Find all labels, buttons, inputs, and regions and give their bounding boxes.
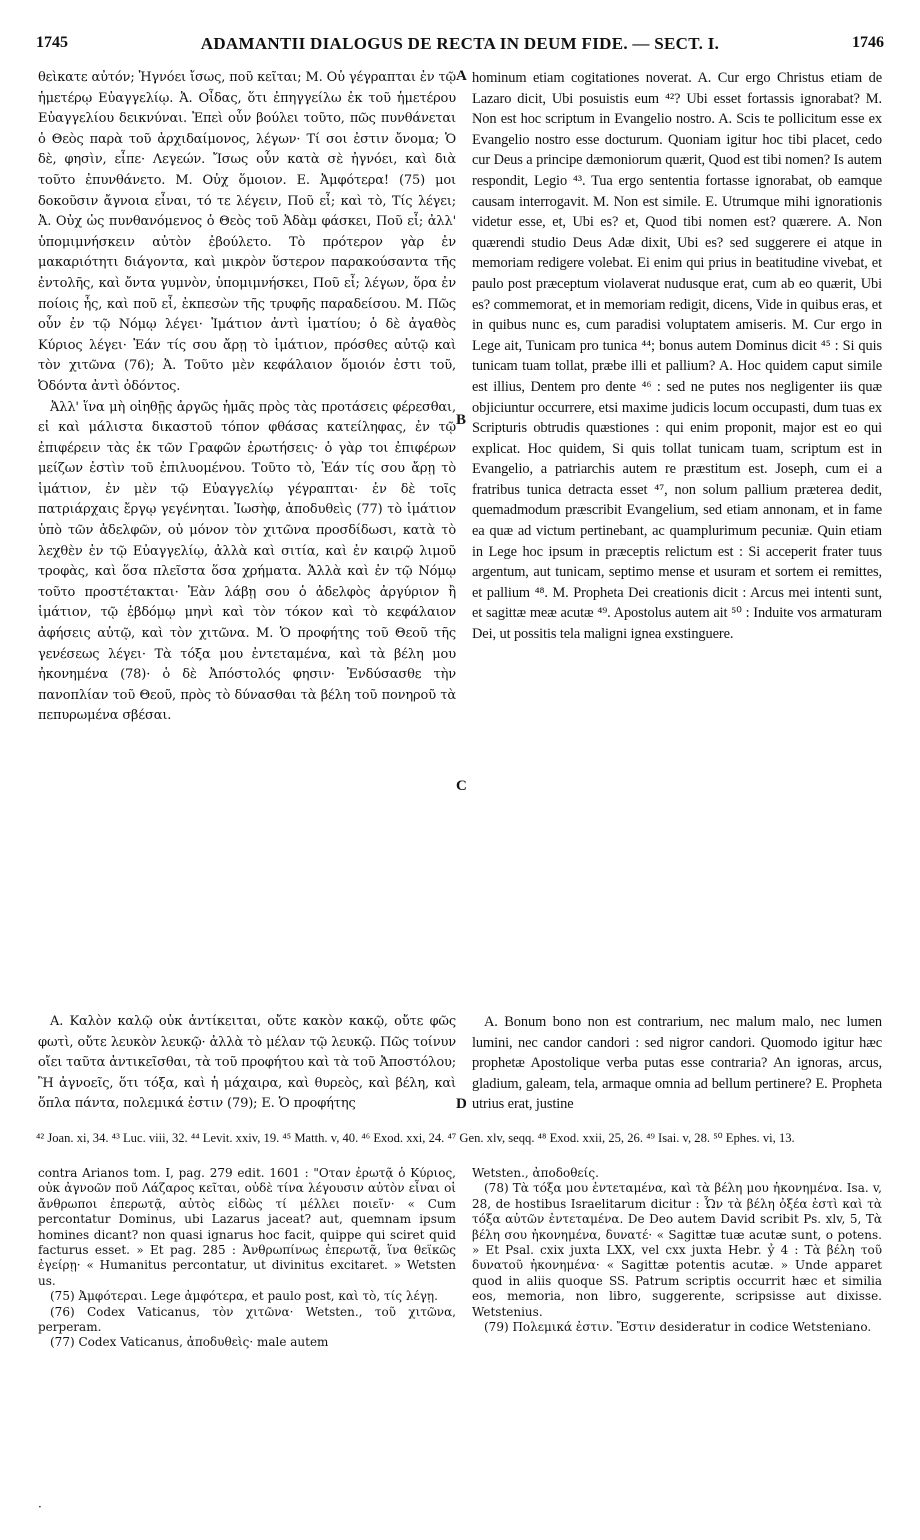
note-79: (79) Πολεμικά ἐστιν. Ἔστιν desideratur in codice Wetsteniano.	[484, 1320, 872, 1335]
note-78: (78) Τὰ τόξα μου ἐντεταμένα, καὶ τὰ βέλη μου ἠκονημένα. Isa. v, 28, de hostibus Israelitarum dicitur : Ὧν τὰ βέλη ὀξέα ἐστὶ καὶ τὰ τόξα αὐτῶν ἐντεταμένα. De Deo autem David scribit Ps. xlv, 5, Τὰ βέλη σου ἠκονημένα, δυνατέ· « Sagittæ tuæ acutæ sunt, o potens. » Et Psal. cxix juxta LXX, vel cxx juxta Hebr. ỷ 4 : Τὰ βέλη τοῦ δυνατοῦ ἠκονημένα· « Sagittæ potentis acutæ. » Unde apparet quod in aliis quoque SS. Patrum scriptis occurrit hæc et similia eos, memoria, non libro, suggerente, scripsisse aut dixisse. Wetstenius.	[472, 1181, 882, 1319]
stray-mark: ·	[38, 1500, 42, 1514]
latin-paragraph-2: A. Bonum bono non est contrarium, nec malum malo, nec lumen lumini, nec candor candori : sed nigror candori. Quomodo igitur hæc prophetæ Apostolique verba putas esse contraria? An ignoras, arcus, gladium, galeam, tela, armaque omnia ad bellum pertinere? E. Propheta utrius erat, justine	[472, 1014, 882, 1113]
note-76: (76) Codex Vaticanus, τὸν χιτῶνα· Wetsten., τοῦ χιτῶνα, perperam.	[38, 1304, 456, 1335]
note-left-1: contra Arianos tom. I, pag. 279 edit. 1601 : "Οταν ἐρωτᾷ ὁ Κύριος, οὐκ ἀγνοῶν ποῦ Λάζαρος κεῖται, οὐδὲ τίνα λέγουσιν αὐτὸν εἶναι οἱ ἄνθρωποι ἐπερωτᾷ, αὐτὸς εἰδὼς τί μέλλει ποιεῖν· « Cum percontatur Dominus, ubi Lazarus jaceat? aut, quemnam ipsum homines dicant? non quasi ignarus hoc facit, quippe qui sciret quid facturus esset. » Et pag. 285 : Ἀνθρωπίνως ἐπερωτᾷ, ἵνα θεϊκῶς ἐγείρῃ· « Humanitus percontatur, ut divinitus excitaret. » Wetsten us.	[38, 1166, 456, 1288]
margin-letter-b: B	[456, 412, 467, 428]
running-title: ADAMANTII DIALOGUS DE RECTA IN DEUM FIDE. — SECT. I.	[200, 34, 720, 53]
note-right-1: Wetsten., ἀποδοθείς.	[472, 1166, 599, 1180]
greek-paragraph-2: Ἀλλ' ἵνα μὴ οἰηθῇς ἀργῶς ἡμᾶς πρὸς τὰς προτάσεις φέρεσθαι, εἰ καὶ μάλιστα δικαστοῦ τόπον φθάσας κατείληφας, ἐν τῷ ἐπιφέρειν τὰς ἐκ τῶν Γραφῶν ἐρωτήσεις· ὁ γὰρ τοι ἐπιφέρων μείζων ἐστὶν τοῦ ἐπιλυομένου. Τοῦτο τὸ, Ἐάν τίς σου ἄρῃ τὸ ἱμάτιον, ἐν μὲν τῷ Εὐαγγελίῳ γέγραπται· ἐν δὲ τοῖς πατριάρχαις ἔργῳ γεγένηται. Ἰωσὴφ, ἀποδυθεὶς (77) τὸ ἱμάτιον ὑπὸ τῶν ἀδελφῶν, οὐ μόνον τὸν χιτῶνα προσδίδωσι, κατὰ τὸ λεχθὲν ἐν τῷ Εὐαγγελίῳ, ἀλλὰ καὶ σιτία, καὶ ἐν καιρῷ λιμοῦ τροφὰς, καὶ ὅσα πλεῖστα ὅσα χρήματα. Ἀλλὰ καὶ ἐν τῷ Νόμῳ τοῦτο προστέτακται· Ἐὰν λάβῃ σου ὁ ἀδελφὸς ἀργύριον ἢ ἱμάτιον, τῷ ἑβδόμῳ μηνὶ καὶ τὸν τόκον καὶ τὸ κεφάλαιον ἀφήσεις αὐτῷ, καὶ τὸν χιτῶνα. Μ. Ὁ προφήτης τοῦ Θεοῦ τῆς γενέσεως λέγει· Τὰ τόξα μου ἐντεταμένα, καὶ τὰ βέλη μου ἠκονημένα (78)· ὁ δὲ Ἀπόστολός φησιν· Ἐνδύσασθε τὴν πανοπλίαν τοῦ Θεοῦ, πρὸς τὸ δύνασθαι τὰ βέλη τοῦ πονηροῦ τὰ πεπυρωμένα σβέσαι.	[38, 399, 456, 724]
footnote-references: ⁴² Joan. xi, 34. ⁴³ Luc. viii, 32. ⁴⁴ Levit. xxiv, 19. ⁴⁵ Matth. v, 40. ⁴⁶ Exod. xxi, 24. ⁴⁷ Gen. xlv, seqq. ⁴⁸ Exod. xxii, 25, 26. ⁴⁹ Isai. v, 28. ⁵⁰ Ephes. vi, 13.	[36, 1131, 795, 1145]
page-header	[22, 34, 898, 58]
note-77: (77) Codex Vaticanus, ἀποδυθεὶς· male autem	[50, 1335, 329, 1350]
latin-column-lower	[472, 1012, 882, 1128]
notes-left	[38, 1166, 456, 1476]
greek-column-lower	[38, 1012, 456, 1128]
margin-letter-d: D	[456, 1096, 467, 1112]
greek-paragraph-1: θεὶκατε αὐτόν; Ἠγνόει ἴσως, ποῦ κεῖται; Μ. Οὐ γέγραπται ἐν τῷ ἡμετέρῳ Εὐαγγελίῳ. Ἀ. Οἶδας, ὅτι ἐπηγγείλω ἐκ τοῦ ἡμετέρου Εὐαγγελίου δεικνύναι. Ἐπεὶ οὖν βούλει τοῦτο, πῶς πυνθάνεται ὁ Θεὸς παρὰ τοῦ ἀρχιδαίμονος, λέγων· Τί σοι ἐστιν ὄνομα; Ὁ δὲ, φησὶν, εἶπε· Λεγεών. Ἴσως οὖν κατὰ σὲ ἠγνόει, καὶ διὰ τοῦτο ἐπυνθάνετο. Μ. Οὐχ ὅμοιον. Ε. Ἀμφότερα! (75) μοι δοκοῦσιν ἄγνοια εἶναι, τό τε λέγειν, Ποῦ εἶ; καὶ τὸ, Τίς λέγει; Ἀ. Οὐχ ὡς πυνθανόμενος ὁ Θεὸς τοῦ Ἀδὰμ φάσκει, Ποῦ εἶ; ἀλλ' ὑπομιμνήσκειν αὐτὸν ἐβούλετο. Τὸ πρότερον γὰρ ἐν μακαριότητι διάγοντα, καὶ μικρὸν ὕστερον παρακούσαντα τῆς ἐντολῆς, καὶ ὄντα γυμνὸν, ὑπομιμνήσκει, Ποῦ εἶ; λέγων, ὅρα ἐν ποίοις ἦς, καὶ ποῦ εἶ, ἐκπεσὼν τῆς τρυφῆς παραδείσου. Μ. Πῶς οὖν ἐν τῷ Νόμῳ λέγει· Ἱμάτιον ἀντὶ ἱματίου; ὁ δὲ ἀγαθὸς Κύριος λέγει· Ἐάν τίς σου ἄρῃ τὸ ἱμάτιον, πρόσθες αὐτῷ καὶ τὸν χιτῶνα (76); Ἀ. Τοῦτο μὲν κεφάλαιον ὅμοιόν ἐστι τοῦ, Ὀδόντα ἀντὶ ὀδόντος.	[38, 70, 456, 394]
margin-letter-a: A	[456, 68, 467, 84]
margin-letter-c: C	[456, 778, 467, 794]
page-number-right: 1746	[852, 34, 884, 51]
note-75: (75) Ἀμφότεραι. Lege ἀμφότερα, et paulo post, καὶ τὸ, τίς λέγῃ.	[50, 1289, 438, 1304]
latin-column-upper	[472, 68, 882, 1008]
notes-right	[472, 1166, 882, 1476]
greek-column-upper	[38, 68, 456, 988]
latin-paragraph-1: hominum etiam cogitationes noverat. A. Cur ergo Christus etiam de Lazaro dicit, Ubi posuistis eum ⁴²? Ubi esset fortassis ignorabat? M. Non est hoc scriptum in Evangelio nostro. A. Scis te pollicitum esse ex Evangelio nostro esse docturum. Quoniam igitur hoc tibi placet, cedo cur Deus a principe dæmoniorum quærit, Quod est tibi nomen? Is autem respondit, Legio ⁴³. Tua ergo sententia fortasse ignorabat, ob eamque causam interrogavit. M. Non est simile. E. Utrumque mihi ignorationis videtur esse, et, Ubi es? et, Quod tibi nomen est? quærere. A. Non quærendi studio Deus Adæ dixit, Ubi es? sed suggerere ei atque in memoriam redigere volebat. Ei enim qui prius in beatitudine vivebat, et paulo post præceptum violaverat nudusque erat, cum ab eo quærit, Ubi es? commemorat, et in memoriam redigit, dicens, Vide in quibus eras, et in quibus nunc es, cum paradisi voluptatem amiseris. M. Cur ergo in Lege ait, Tunicam pro tunica ⁴⁴; bonus autem Dominus dicit ⁴⁵ : Si quis tunicam tuam tollat, præbe illi et pallium? A. Hoc quidem caput simile est illius, Dentem pro dente ⁴⁶ : sed ne putes nos negligenter iis quæ objiciuntur occurrere, etsi maxime judicis locum occupasti, dum tuas ex Scripturis obtrudis quæstiones : qui enim proponit, major est eo qui explicat. Hoc quidem, Si quis tollat tunicam tuam, scriptum est in Evangelio, a patriarchis autem re præstitum est. Joseph, cum ei a fratribus tunica detracta esset ⁴⁷, non solum pallium præterea dedit, quemadmodum præscribit Evangelium, sed etiam annonam, et in fame ea quæ ad victum pertinebant, ac quamplurimum pecuniæ. Quin etiam in Lege hoc ipsum in præceptis relictum est : Si acceperit frater tuus argentum, aut tunicam, septimo mense et usuram et sortem ei remittes, et pallium ⁴⁸. M. Propheta Dei creationis dicit : Arcus mei intenti sunt, et sagittæ meæ acutæ ⁴⁹. Apostolus autem ait ⁵⁰ : Induite vos armaturam Dei, ut possitis tela maligni ignea exstinguere.	[472, 70, 882, 643]
greek-paragraph-3: Α. Καλὸν καλῷ οὐκ ἀντίκειται, οὔτε κακὸν κακῷ, οὔτε φῶς φωτὶ, οὔτε λευκὸν λευκῷ· ἀλλὰ τὸ μέλαν τῷ λευκῷ. Πῶς τοίνυν οἴει ταῦτα ἀντικεῖσθαι, τὰ τοῦ προφήτου καὶ τὰ τοῦ Ἀποστόλου; Ἢ ἀγνοεῖς, ὅτι τόξα, καὶ ἡ μάχαιρα, καὶ θυρεὸς, καὶ βέλη, καὶ ὅπλα πάντα, πολεμικά ἐστιν (79); Ε. Ὁ προφήτης	[38, 1014, 456, 1112]
page-number-left: 1745	[36, 34, 68, 51]
